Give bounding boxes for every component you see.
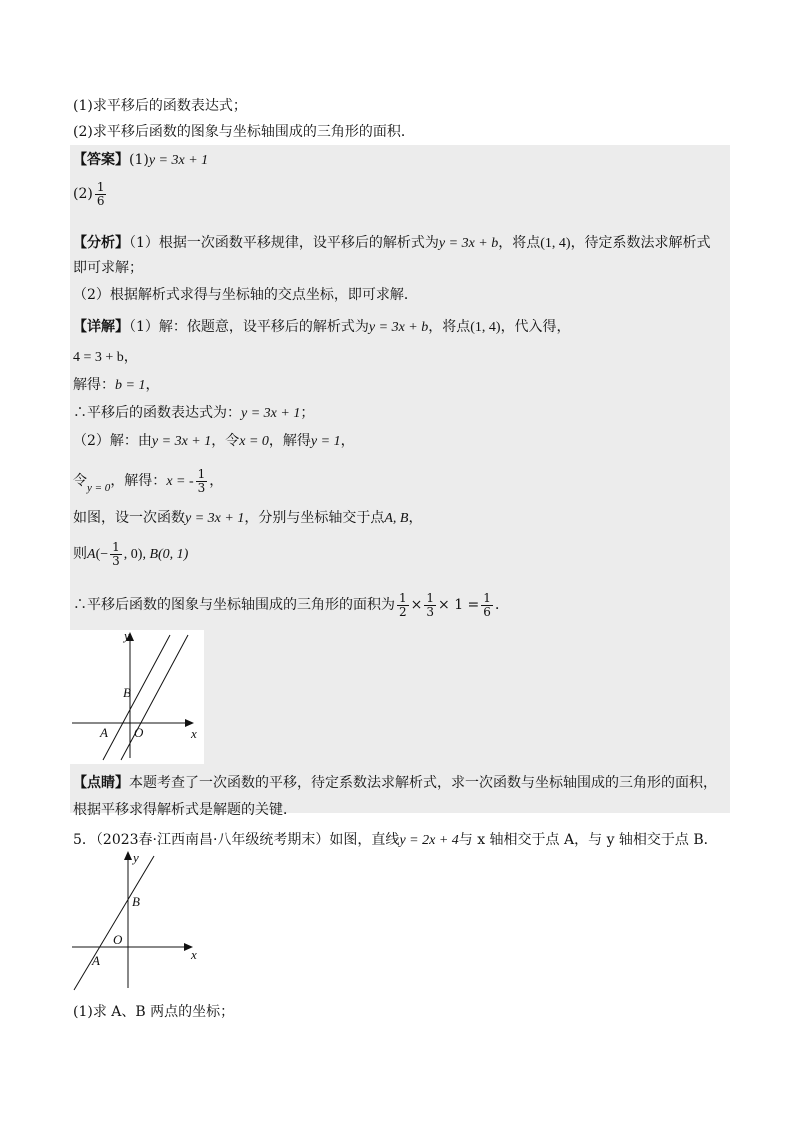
question-5-expr: y = 2x + 4 — [399, 833, 459, 848]
fraction-numerator: 1 — [399, 590, 407, 605]
answer-2-prefix: (2) — [73, 186, 93, 202]
fraction-numerator: 1 — [483, 590, 491, 605]
fraction-numerator: 1 — [112, 539, 120, 554]
analysis-text: ，待定系数法求解析式 — [570, 235, 711, 251]
detail-text: 解得： — [73, 377, 115, 393]
question-part-1: (1)求平移后的函数表达式； — [73, 98, 247, 114]
detail-expr: b = 1 — [115, 378, 146, 393]
detail-text: ∴平移后函数的图象与坐标轴围成的三角形的面积为 — [73, 597, 395, 613]
point-A-label: A — [100, 725, 108, 740]
analysis-point: (1, 4) — [540, 236, 571, 251]
detail-expr: x = - — [166, 474, 194, 489]
comment-line-1 — [73, 773, 717, 793]
detail-expr: y = 3x + 1 — [185, 511, 245, 526]
detail-line-5 — [73, 431, 355, 452]
detail-expr: A, B — [384, 511, 409, 526]
analysis-text: ，将点 — [498, 235, 541, 251]
detail-line-9 — [73, 589, 509, 621]
figure-1-graph — [70, 630, 204, 764]
detail-expr: (− — [95, 547, 109, 562]
fraction-denominator: 3 — [197, 480, 206, 495]
fraction-numerator: 1 — [96, 179, 105, 194]
detail-fraction — [481, 592, 493, 619]
comment-text: 本题考查了一次函数的平移，待定系数法求解析式，求一次函数与坐标轴围成的三角形的面积， — [129, 775, 717, 791]
analysis-line-3: （2）根据解析式求得与坐标轴的交点坐标，即可求解． — [73, 287, 418, 303]
detail-expr: A — [87, 547, 96, 562]
x-axis-label: x — [191, 947, 197, 962]
detail-expr: , B(0, 1) — [142, 547, 189, 562]
fraction-denominator: 6 — [96, 193, 105, 208]
y-axis-arrow-icon — [124, 851, 132, 860]
detail-expr: y = 0 — [87, 482, 111, 494]
detail-expr: y = 3x + 1 — [241, 406, 301, 421]
detail-expr: y = 3x + 1 — [151, 434, 212, 449]
detail-line-6 — [73, 466, 223, 503]
function-line — [74, 856, 154, 990]
detail-text: （2）解：由 — [73, 433, 152, 449]
detail-text: ，代入得， — [500, 319, 571, 335]
detail-text: × 1 = — [438, 597, 480, 613]
detail-text: ； — [300, 405, 315, 421]
analysis-line-2: 即可求解； — [73, 260, 143, 276]
comment-line-2: 根据平移求得解析式是解题的关键． — [73, 802, 297, 818]
detail-text: ， — [408, 510, 423, 526]
detail-text: ， — [145, 377, 160, 393]
analysis-line-1 — [73, 233, 711, 254]
answer-1-expr: y = 3x + 1 — [148, 153, 209, 168]
fraction-numerator: 1 — [197, 466, 206, 481]
detail-line-4 — [73, 403, 314, 424]
question-5-text: 与 x 轴相交于点 A，与 y 轴相交于点 B． — [458, 832, 718, 848]
detail-expr: , 0) — [123, 547, 143, 562]
detail-text: ，分别与坐标轴交于点 — [244, 510, 385, 526]
detail-text: ，将点 — [428, 319, 471, 335]
detail-text: × — [410, 597, 423, 613]
y-axis-label: y — [133, 850, 139, 865]
detail-text: ， — [340, 433, 355, 449]
fraction-denominator: 6 — [483, 604, 491, 619]
detail-line-7 — [73, 508, 422, 529]
detail-point: (1, 4) — [470, 320, 501, 335]
detail-text: （1）解：依题意，设平移后的解析式为 — [129, 319, 369, 335]
detail-text: 令 — [73, 473, 87, 489]
detail-fraction — [196, 468, 208, 495]
analysis-label: 【分析】 — [73, 235, 129, 251]
fraction-denominator: 3 — [112, 553, 120, 568]
figure-2-graph — [70, 848, 204, 994]
comment-label: 【点睛】 — [73, 775, 129, 791]
answer-line-1 — [73, 150, 208, 171]
detail-line-2: 4 = 3 + b， — [73, 350, 138, 365]
detail-line-3 — [73, 375, 159, 396]
question-5-part-1: (1)求 A、B 两点的坐标； — [73, 1004, 235, 1020]
detail-fraction — [110, 541, 122, 568]
answer-line-2 — [73, 180, 108, 208]
detail-text: ． — [494, 597, 509, 613]
point-A-label: A — [92, 953, 100, 968]
analysis-text: （1）根据一次函数平移规律，设平移后的解析式为 — [129, 235, 439, 251]
answer-2-fraction — [95, 181, 107, 208]
detail-fraction — [397, 592, 409, 619]
point-B-label: B — [132, 894, 140, 909]
detail-line-8 — [73, 537, 188, 572]
detail-expr: y = 3x + b — [368, 320, 429, 335]
analysis-expr: y = 3x + b — [438, 236, 499, 251]
detail-label: 【详解】 — [73, 319, 129, 335]
detail-text: ∴平移后的函数表达式为： — [73, 405, 241, 421]
fraction-denominator: 3 — [426, 604, 435, 619]
fraction-numerator: 1 — [426, 590, 435, 605]
detail-text: ，解得： — [110, 473, 167, 489]
x-axis-label: x — [191, 726, 197, 741]
detail-text: 则 — [73, 546, 87, 562]
answer-label: 【答案】 — [73, 152, 129, 168]
detail-expr: x = 0 — [239, 434, 269, 449]
detail-line-1 — [73, 317, 571, 338]
detail-text: ，解得 — [268, 433, 311, 449]
detail-text: 如图，设一次函数 — [73, 510, 185, 526]
fraction-denominator: 2 — [399, 604, 407, 619]
answer-1-prefix: (1) — [129, 152, 149, 168]
question-5-text: 5．（2023春·江西南昌·八年级统考期末）如图，直线 — [73, 832, 400, 848]
detail-fraction — [424, 592, 436, 619]
detail-text: ，令 — [211, 433, 240, 449]
question-part-2: (2)求平移后函数的图象与坐标轴围成的三角形的面积． — [73, 124, 415, 140]
origin-label: O — [134, 725, 144, 740]
y-axis-label: y — [124, 630, 130, 643]
detail-text: ， — [209, 473, 224, 489]
point-B-label: B — [123, 685, 131, 700]
origin-label: O — [113, 932, 123, 947]
detail-expr: y = 1 — [310, 434, 341, 449]
